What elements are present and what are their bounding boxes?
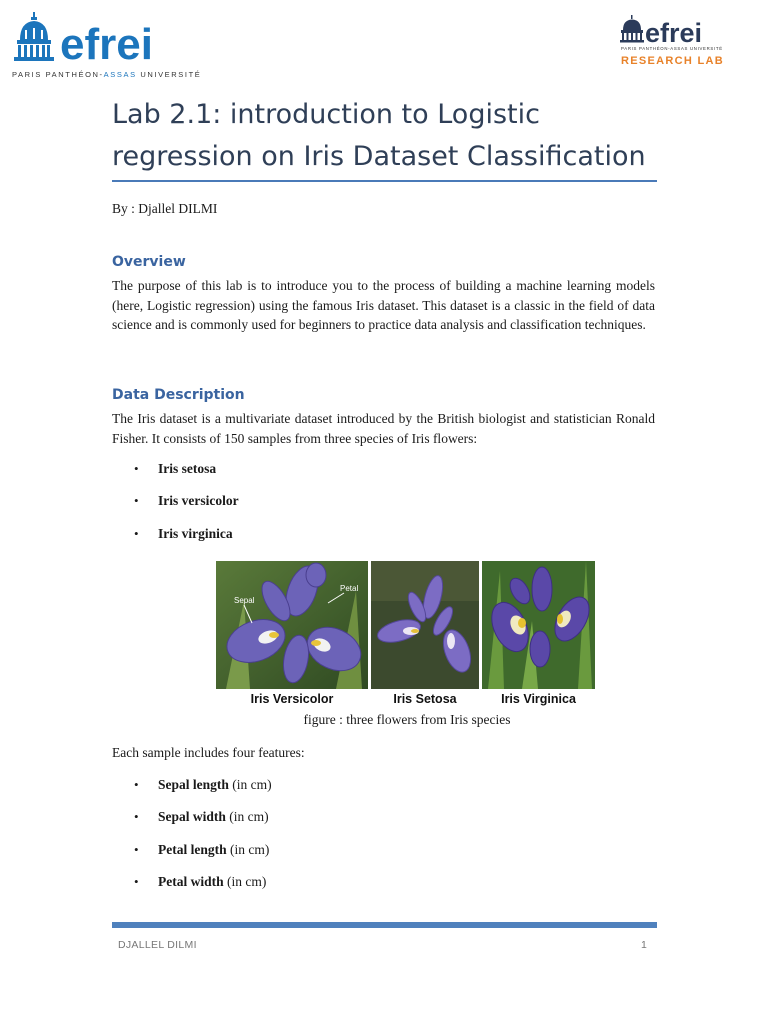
footer-divider — [112, 922, 657, 928]
title-divider — [112, 180, 657, 182]
iris-species-figure — [216, 561, 598, 709]
efrei-logo — [12, 12, 202, 80]
research-lab-label: RESEARCH LAB — [621, 55, 724, 67]
figure-label: Iris Setosa — [393, 692, 457, 706]
list-item: • Petal width (in cm) — [112, 874, 272, 906]
list-item: • Sepal width (in cm) — [112, 809, 272, 841]
pantheon-dome-icon — [620, 15, 644, 43]
footer-author: DJALLEL DILMI — [118, 939, 197, 951]
sepal-annotation: Sepal — [234, 596, 255, 605]
efrei-wordmark: efrei — [645, 18, 703, 48]
features-intro: Each sample includes four features: — [112, 745, 305, 760]
iris-virginica-image — [482, 561, 595, 689]
list-item: • Sepal length (in cm) — [112, 777, 272, 809]
overview-text: The purpose of this lab is to introduce you to the process of building a machine learning models (here, Logistic regression) using the famous Iris dataset. This dataset is a classic in the field of data science and is commonly used for beginners to practice data analysis and classification techniques. — [112, 278, 655, 332]
figure-label: Iris Virginica — [501, 692, 576, 706]
data-description-heading: Data Description — [112, 387, 245, 403]
iris-setosa-image — [371, 561, 479, 689]
species-list — [112, 461, 239, 558]
page-number: 1 — [641, 939, 647, 951]
figure-label: Iris Versicolor — [250, 692, 334, 706]
features-list — [112, 777, 272, 907]
logo-subtitle: PARIS PANTHÉON-ASSAS UNIVERSITÉ — [621, 46, 723, 51]
list-item: • Iris versicolor — [112, 493, 239, 525]
list-item: • Petal length (in cm) — [112, 842, 272, 874]
overview-heading: Overview — [112, 254, 186, 270]
page-title: Lab 2.1: introduction to Logistic regression on Iris Dataset Classification — [112, 99, 646, 172]
figure-caption: figure : three flowers from Iris species — [303, 712, 511, 727]
byline: By : Djallel DILMI — [112, 201, 218, 216]
iris-versicolor-image — [216, 561, 368, 689]
efrei-wordmark: efrei — [60, 20, 153, 69]
efrei-research-lab-logo — [620, 15, 742, 67]
petal-annotation: Petal — [340, 584, 359, 593]
logo-subtitle: PARIS PANTHÉON-ASSAS UNIVERSITÉ — [12, 70, 202, 79]
list-item: • Iris virginica — [112, 526, 239, 558]
data-description-text: The Iris dataset is a multivariate dataset introduced by the British biologist and statistician Ronald Fisher. It consists of 150 samples from three species of Iris flowers: — [112, 411, 655, 446]
list-item: • Iris setosa — [112, 461, 239, 493]
